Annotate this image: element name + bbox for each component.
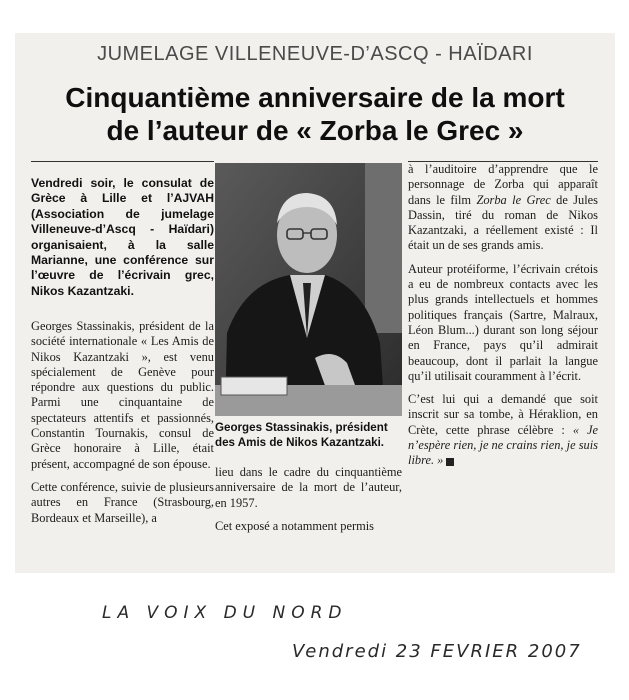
end-of-article-mark <box>446 458 454 466</box>
portrait-photo <box>215 163 402 416</box>
column-2-paragraph-1: lieu dans le cadre du cinquantième anniversaire de la mort de l’auteur, en 1957. <box>215 465 402 510</box>
column-3-paragraph-3: C’est lui qui a demandé que soit inscrit sur sa tombe, à Héraklion, en Crète, cette phrase célèbre : « Je n’espère rien, je ne crains rien, je suis libre. » <box>408 392 598 468</box>
lead-paragraph: Vendredi soir, le consulat de Grèce à Lille et l’AJVAH (Association de jumelage Villeneuve-d’Ascq - Haïdari) organisaient, à la salle Marianne, une conférence sur l’œuvre de l’écrivain grec, Nikos Kazantzaki. <box>31 176 214 298</box>
column-1-paragraph-1: Georges Stassinakis, président de la société internationale « Les Amis de Nikos Kazantzaki », est venu spécialement de Genève pour répondre aux questions du public. Parmi une cinquantaine de spectateurs attentifs et passionnés, Constantin Tournakis, consul de Grèce honoraire à Lille, était présent, accompagné de son épouse. <box>31 319 214 471</box>
column-2 <box>215 465 402 542</box>
photo-caption: Georges Stassinakis, président des Amis de Nikos Kazantzaki. <box>215 421 388 449</box>
headline <box>15 81 615 147</box>
section-kicker: JUMELAGE VILLENEUVE-D’ASCQ - HAÏDARI <box>97 43 533 65</box>
column-3 <box>408 162 598 477</box>
column-3-paragraph-1: à l’auditoire d’apprendre que le personnage de Zorba qui apparaît dans le film Zorba le Grec de Jules Dassin, tiré du roman de Nikos Kazantzaki, a réellement existé : Il était un de ses grands amis. <box>408 162 598 253</box>
portrait-photo-drawing <box>215 163 402 416</box>
column-2-paragraph-2: Cet exposé a notamment permis <box>215 518 374 533</box>
handwritten-date: Vendredi 23 FEVRIER 2007 <box>292 641 582 662</box>
divider-rule-left <box>31 161 214 162</box>
newspaper-clipping <box>15 33 615 573</box>
column-1-paragraph-2: Cette conférence, suivie de plusieurs autres en France (Strasbourg, Bordeaux et Marseille), a <box>31 479 214 525</box>
handwritten-source: LA VOIX DU NORD <box>102 603 348 623</box>
headline-line-2: de l’auteur de « Zorba le Grec » <box>106 115 524 146</box>
film-title: Zorba le Grec <box>476 192 551 207</box>
headline-line-1: Cinquantième anniversaire de la mort <box>65 82 565 113</box>
column-3-paragraph-2: Auteur protéiforme, l’écrivain crétois a eu de nombreux contacts avec les plus grands intellectuels et hommes politiques français (Sartre, Malraux, Léon Blum...) durant son long séjour en France, pays qu’il admirait beaucoup, dont il parlait la langue qu’il utilisait couramment à l’écrit. <box>408 261 598 383</box>
epitaph-quote: « Je n’espère rien, je ne crains rien, je suis libre. » <box>408 422 598 468</box>
column-1 <box>31 319 214 534</box>
